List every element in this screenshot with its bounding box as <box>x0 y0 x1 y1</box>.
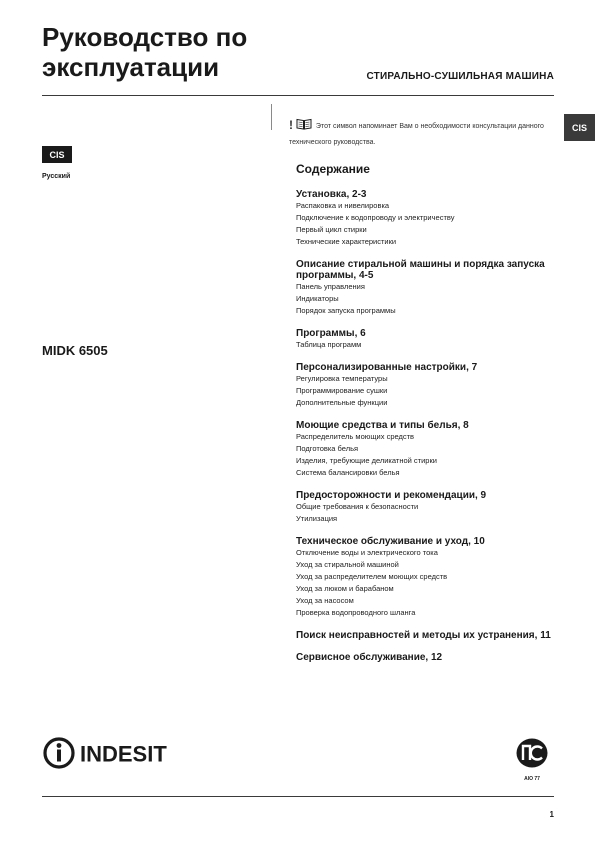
manual-book-icon <box>296 118 312 136</box>
toc-item[interactable]: Распределитель моющих средств <box>296 432 415 441</box>
footer-divider <box>42 796 554 797</box>
toc-heading: Содержание <box>296 162 370 176</box>
toc-item[interactable]: Уход за люком и барабаном <box>296 584 394 593</box>
certification-mark <box>512 736 552 780</box>
toc-item[interactable]: Уход за распределителем моющих средств <box>296 572 448 581</box>
toc-item[interactable]: Панель управления <box>296 282 365 291</box>
toc-item[interactable]: Уход за насосом <box>296 596 354 605</box>
document-title: Руководство по эксплуатации <box>42 22 248 82</box>
warning-icon: ! <box>289 118 293 132</box>
toc-section-title[interactable]: Предосторожности и рекомендации, 9 <box>296 490 487 501</box>
toc-section-precautions <box>296 490 558 525</box>
language-label: Русский <box>42 173 71 180</box>
toc-section-title[interactable]: Моющие средства и типы белья, 8 <box>296 420 469 431</box>
toc-section-title[interactable]: Техническое обслуживание и уход, 10 <box>296 536 485 547</box>
toc-item[interactable]: Отключение воды и электрического тока <box>296 548 438 557</box>
vertical-divider <box>271 104 272 130</box>
toc-section-settings <box>296 362 558 409</box>
toc-section-title[interactable]: Установка, 2-3 <box>296 189 367 200</box>
toc-item[interactable]: Общие требования к безопасности <box>296 502 419 511</box>
region-badge: CIS <box>42 146 72 163</box>
toc-item[interactable]: Дополнительные функции <box>296 398 388 407</box>
toc-item[interactable]: Подготовка белья <box>296 444 359 453</box>
toc-item[interactable]: Индикаторы <box>296 294 339 303</box>
toc-section-troubleshooting <box>296 630 558 641</box>
toc-section-title[interactable]: Персонализированные настройки, 7 <box>296 362 478 373</box>
toc-section-title[interactable]: Сервисное обслуживание, 12 <box>296 652 443 663</box>
toc-item[interactable]: Проверка водопроводного шланга <box>296 608 416 617</box>
toc-item[interactable]: Регулировка температуры <box>296 374 388 383</box>
toc-section-title[interactable]: Поиск неисправностей и методы их устранения, 11 <box>296 630 551 641</box>
toc-item[interactable]: Утилизация <box>296 514 338 523</box>
region-tab[interactable]: CIS <box>564 114 595 141</box>
certification-code: AIO 77 <box>524 776 540 782</box>
notice-text: Этот символ напоминает Вам о необходимости консультации данного технического руководства. <box>289 123 544 146</box>
product-type: СТИРАЛЬНО-СУШИЛЬНАЯ МАШИНА <box>366 71 554 82</box>
toc-item[interactable]: Уход за стиральной машиной <box>296 560 399 569</box>
toc-item[interactable]: Система балансировки белья <box>296 468 400 477</box>
toc-item[interactable]: Первый цикл стирки <box>296 225 367 234</box>
toc-section-title[interactable]: Описание стиральной машины и порядка запуска программы, 4-5 <box>296 259 545 281</box>
toc-item[interactable]: Подключение к водопроводу и электричеству <box>296 213 455 222</box>
toc-item[interactable]: Программирование сушки <box>296 386 388 395</box>
toc-section-maintenance <box>296 536 558 619</box>
toc-section-installation <box>296 189 558 248</box>
toc-section-detergents <box>296 420 558 479</box>
toc-section-service <box>296 652 558 663</box>
model-name: MIDK 6505 <box>42 343 108 358</box>
toc-item[interactable]: Изделия, требующие деликатной стирки <box>296 456 437 465</box>
pct-certification-mark-icon <box>515 757 549 774</box>
toc-item[interactable]: Порядок запуска программы <box>296 306 396 315</box>
header-divider <box>42 95 554 96</box>
toc-section-title[interactable]: Программы, 6 <box>296 328 366 339</box>
table-of-contents <box>296 162 558 674</box>
toc-item[interactable]: Распаковка и нивелировка <box>296 201 390 210</box>
page-number: 1 <box>549 810 554 819</box>
toc-item[interactable]: Технические характеристики <box>296 237 397 246</box>
toc-section-programs <box>296 328 558 351</box>
manual-notice <box>289 118 555 150</box>
brand-logo-text: INDESIT <box>80 741 167 767</box>
toc-item[interactable]: Таблица программ <box>296 340 362 349</box>
toc-section-description <box>296 259 558 317</box>
indesit-logo-icon <box>42 736 212 770</box>
